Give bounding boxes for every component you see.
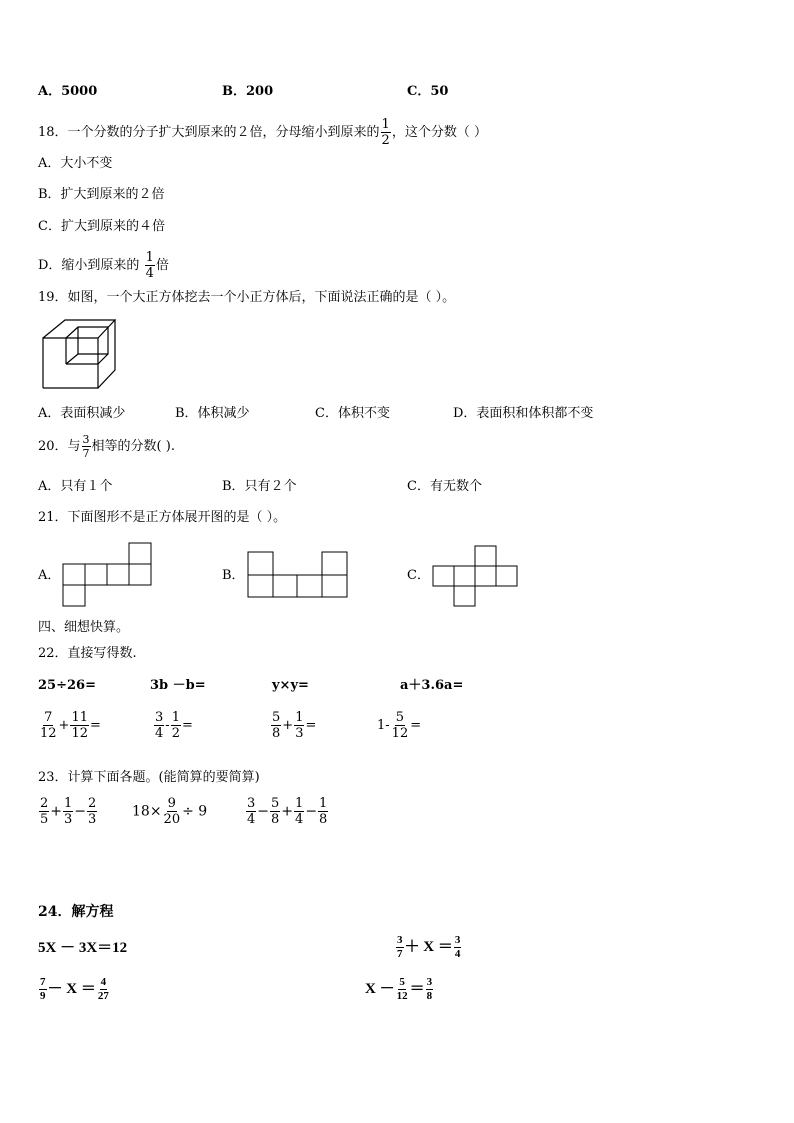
q23-stem: 23．计算下面各题。(能简算的要简算) (38, 770, 260, 785)
net-a-figure (62, 541, 156, 609)
q20-option-b: B．只有２个 (222, 479, 297, 494)
q18-stem (38, 118, 487, 147)
q23-e3: $\frac{3}{4}$ − $\frac{5}{8}$ + $\frac{1}{4}$ − $\frac{1}{8}$ (247, 796, 328, 827)
net-c-figure (432, 544, 520, 608)
q21-stem: 21．下面图形不是正方体展开图的是（ ）。 (38, 510, 287, 525)
q24-eq1: 5X － 3X＝12 (38, 940, 128, 956)
q21-label-c: C． (407, 568, 430, 583)
q18-fraction: $\frac{1}{2}$ (381, 117, 390, 148)
q24-eq3: $\frac{7}{9}$ － X ＝ $\frac{4}{27}$ (40, 976, 109, 1002)
q18-d-fraction: $\frac{1}{4}$ (145, 250, 154, 281)
q22-r1-e3: y×y= (272, 678, 309, 693)
q22-r2-e4: 1- $\frac{5}{12}$ = (377, 710, 422, 741)
q22-r1-e4: a＋3.6a= (400, 678, 464, 693)
q19-option-a: A．表面积减少 (38, 406, 126, 421)
q17-option-c: C．50 (407, 84, 449, 99)
q22-r1-e2: 3b －b= (150, 678, 206, 693)
q20-option-a: A．只有１个 (38, 479, 113, 494)
q24-eq4: X － $\frac{5}{12}$ ＝ $\frac{3}{8}$ (365, 976, 433, 1002)
section-4-heading: 四、细想快算。 (38, 620, 130, 635)
q20-stem: 20．与 $\frac{3}{7}$ 相等的分数( ). (38, 433, 175, 460)
q22-r2-e1: $\frac{7}{12}$ + $\frac{11}{12}$ = (40, 710, 101, 741)
q20-fraction: $\frac{3}{7}$ (82, 433, 90, 460)
q18-option-b: B．扩大到原来的２倍 (38, 187, 165, 202)
q19-option-b: B．体积减少 (175, 406, 250, 421)
q19-option-c: C．体积不变 (315, 406, 390, 421)
q17-option-a: A．5000 (38, 84, 98, 99)
q17-option-b: B．200 (222, 84, 274, 99)
q18-option-c: C．扩大到原来的４倍 (38, 219, 165, 234)
q23-e1: $\frac{2}{5}$ + $\frac{1}{3}$ − $\frac{2}{3}$ (40, 796, 97, 827)
q18-stem-tail: ，这个分数（ ） (391, 125, 487, 140)
q21-label-b: B． (222, 568, 245, 583)
q20-option-c: C．有无数个 (407, 479, 482, 494)
q21-label-a: A． (38, 568, 61, 583)
q22-r2-e2: $\frac{3}{4}$ - $\frac{1}{2}$ = (155, 710, 193, 741)
q22-r2-e3: $\frac{5}{8}$ + $\frac{1}{3}$ = (272, 710, 317, 741)
q18-option-d: D．缩小到原来的 $\frac{1}{4}$ 倍 (38, 250, 169, 281)
q24-stem: 24．解方程 (38, 904, 114, 920)
q22-r1-e1: 25÷26= (38, 678, 96, 693)
q19-option-d: D．表面积和体积都不变 (453, 406, 594, 421)
q18-stem-text: 18．一个分数的分子扩大到原来的２倍，分母缩小到原来的 (38, 125, 380, 140)
q18-option-a: A．大小不变 (38, 156, 113, 171)
net-b-figure (247, 550, 349, 600)
cube-with-notch-figure (40, 318, 118, 392)
q24-eq2: $\frac{3}{7}$ ＋ X ＝ $\frac{3}{4}$ (397, 934, 461, 960)
q22-stem: 22．直接写得数. (38, 646, 137, 661)
q23-e2: 18× $\frac{9}{20}$ ÷ 9 (132, 796, 208, 827)
q19-stem: 19．如图，一个大正方体挖去一个小正方体后，下面说法正确的是（ ）。 (38, 290, 456, 305)
